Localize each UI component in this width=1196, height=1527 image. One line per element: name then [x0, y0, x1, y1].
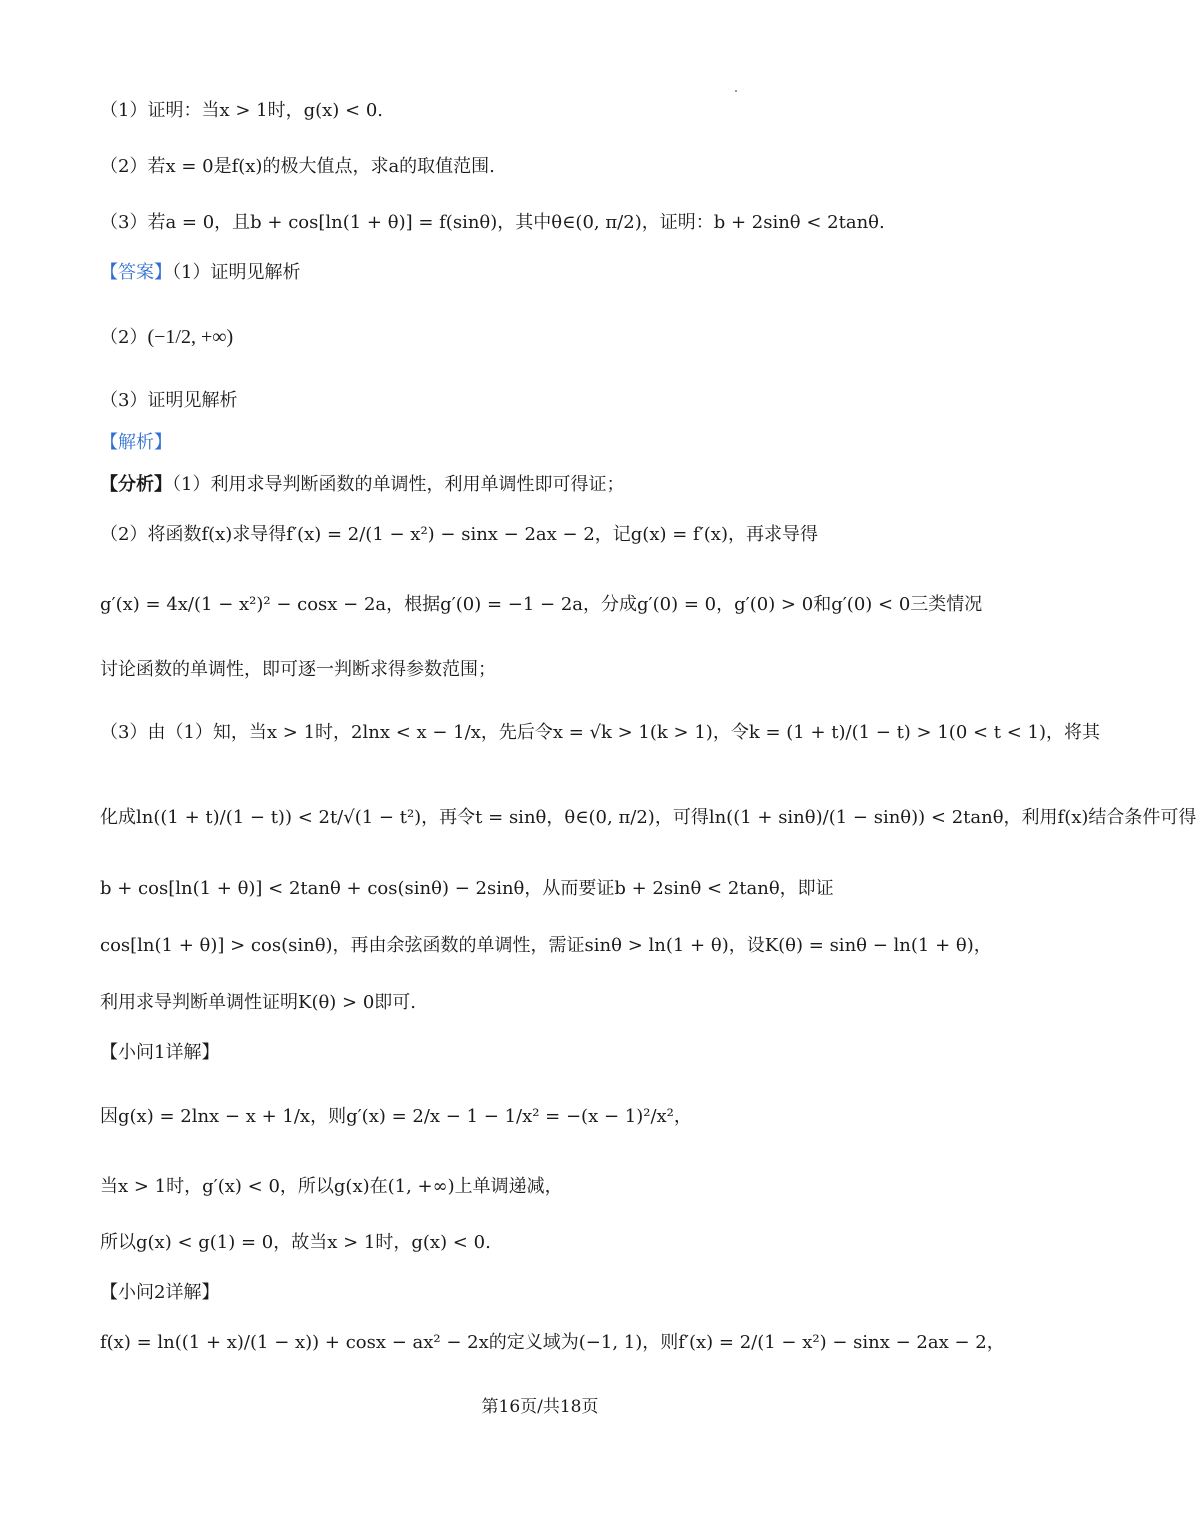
question-part-2: （2）若x = 0是f(x)的极大值点，求a的取值范围.: [100, 156, 495, 177]
sub1-line-2: 当x > 1时，g′(x) < 0，所以g(x)在(1, +∞)上单调递减，: [100, 1176, 563, 1197]
question-part-1: （1）证明：当x > 1时，g(x) < 0.: [100, 100, 383, 121]
answer-line-1: [100, 258, 300, 288]
page-footer: 第16页/共18页: [481, 1397, 599, 1417]
analysis-line-5: （3）由（1）知，当x > 1时，2lnx < x − 1/x，先后令x = √k > 1(k > 1)，令k = (1 + t)/(1 − t) > 1(0 < t < 1)，将其: [100, 722, 1101, 743]
sub1-line-1: 因g(x) = 2lnx − x + 1/x，则g′(x) = 2/x − 1 − 1/x² = −(x − 1)²/x²，: [100, 1106, 692, 1127]
sub1-tag: 【小问1详解】: [100, 1042, 220, 1063]
sub2-line-1: f(x) = ln((1 + x)/(1 − x)) + cosx − ax² − 2x的定义域为(−1, 1)，则f′(x) = 2/(1 − x²) − sinx − 2ax − 2，: [100, 1332, 1005, 1353]
answer-2-prefix: （2）: [100, 327, 148, 348]
analysis-tag: 【解析】: [100, 432, 172, 453]
analysis-line-4: 讨论函数的单调性，即可逐一判断求得参数范围；: [100, 659, 496, 680]
analysis-line-8: cos[ln(1 + θ)] > cos(sinθ)，再由余弦函数的单调性，需证sinθ > ln(1 + θ)，设K(θ) = sinθ − ln(1 + θ)，: [100, 935, 992, 956]
analysis-line-6: 化成ln((1 + t)/(1 − t)) < 2t/√(1 − t²)，再令t = sinθ，θ∈(0, π/2)，可得ln((1 + sinθ)/(1 − sinθ)) < 2tanθ，利用f(x)结合条件可得: [100, 807, 1196, 828]
answer-2: (−1/2, +∞): [147, 326, 234, 348]
answer-line-3: （3）证明见解析: [100, 390, 238, 411]
question-part-3: （3）若a = 0，且b + cos[ln(1 + θ)] = f(sinθ)，其中θ∈(0, π/2)，证明：b + 2sinθ < 2tanθ.: [100, 212, 885, 233]
answer-1: （1）证明见解析: [172, 262, 301, 283]
fenxi-1: （1）利用求导判断函数的单调性，利用单调性即可得证；: [172, 474, 625, 495]
analysis-line-3: g′(x) = 4x/(1 − x²)² − cosx − 2a，根据g′(0) = −1 − 2a，分成g′(0) = 0，g′(0) > 0和g′(0) < 0三类情况: [100, 594, 983, 615]
analysis-line-7: b + cos[ln(1 + θ)] < 2tanθ + cos(sinθ) − 2sinθ，从而要证b + 2sinθ < 2tanθ，即证: [100, 878, 834, 899]
answer-line-2: [100, 322, 233, 353]
analysis-line-1: [100, 470, 624, 500]
sub1-line-3: 所以g(x) < g(1) = 0，故当x > 1时，g(x) < 0.: [100, 1232, 491, 1253]
scan-dot: [735, 90, 737, 92]
analysis-line-9: 利用求导判断单调性证明K(θ) > 0即可.: [100, 992, 417, 1013]
answer-tag: 【答案】: [100, 262, 172, 283]
fenxi-tag: 【分析】: [100, 474, 172, 495]
sub2-tag: 【小问2详解】: [100, 1282, 220, 1303]
analysis-line-2: （2）将函数f(x)求导得f′(x) = 2/(1 − x²) − sinx − 2ax − 2，记g(x) = f′(x)，再求导得: [100, 524, 818, 545]
